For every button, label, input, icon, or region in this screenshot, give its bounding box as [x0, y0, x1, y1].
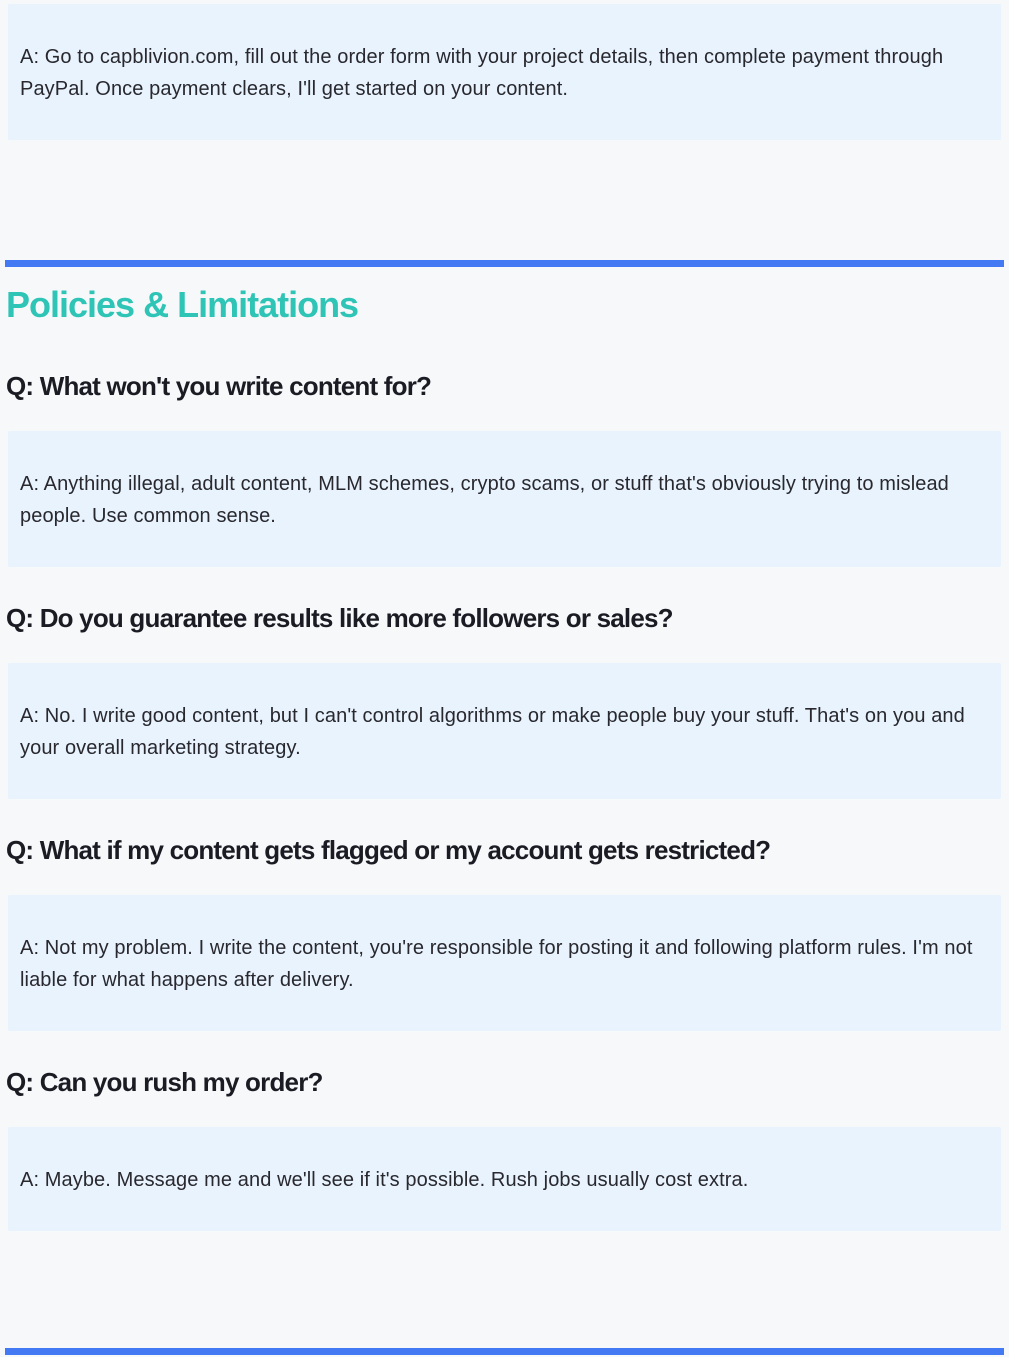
- intro-answer-box: A: Go to capblivion.com, fill out the order form with your project details, then complete payment through PayPal. Once payment clears, I'll get started on your content.: [8, 4, 1001, 140]
- faq-question: Q: Can you rush my order?: [6, 1067, 323, 1097]
- faq-question: Q: What if my content gets flagged or my account gets restricted?: [6, 835, 771, 865]
- faq-answer-box: A: Not my problem. I write the content, you're responsible for posting it and following platform rules. I'm not liable for what happens after delivery.: [8, 895, 1001, 1031]
- section-divider-bottom: [5, 1348, 1004, 1355]
- faq-answer-box: A: No. I write good content, but I can't control algorithms or make people buy your stuff. That's on you and your overall marketing strategy.: [8, 663, 1001, 799]
- faq-answer-box: A: Anything illegal, adult content, MLM schemes, crypto scams, or stuff that's obviously trying to mislead people. Use common sense.: [8, 431, 1001, 567]
- section-divider-top: [5, 260, 1004, 267]
- section-title: Policies & Limitations: [6, 284, 359, 325]
- faq-question: Q: Do you guarantee results like more followers or sales?: [6, 603, 673, 633]
- faq-answer-box: A: Maybe. Message me and we'll see if it's possible. Rush jobs usually cost extra.: [8, 1127, 1001, 1231]
- faq-question: Q: What won't you write content for?: [6, 371, 432, 401]
